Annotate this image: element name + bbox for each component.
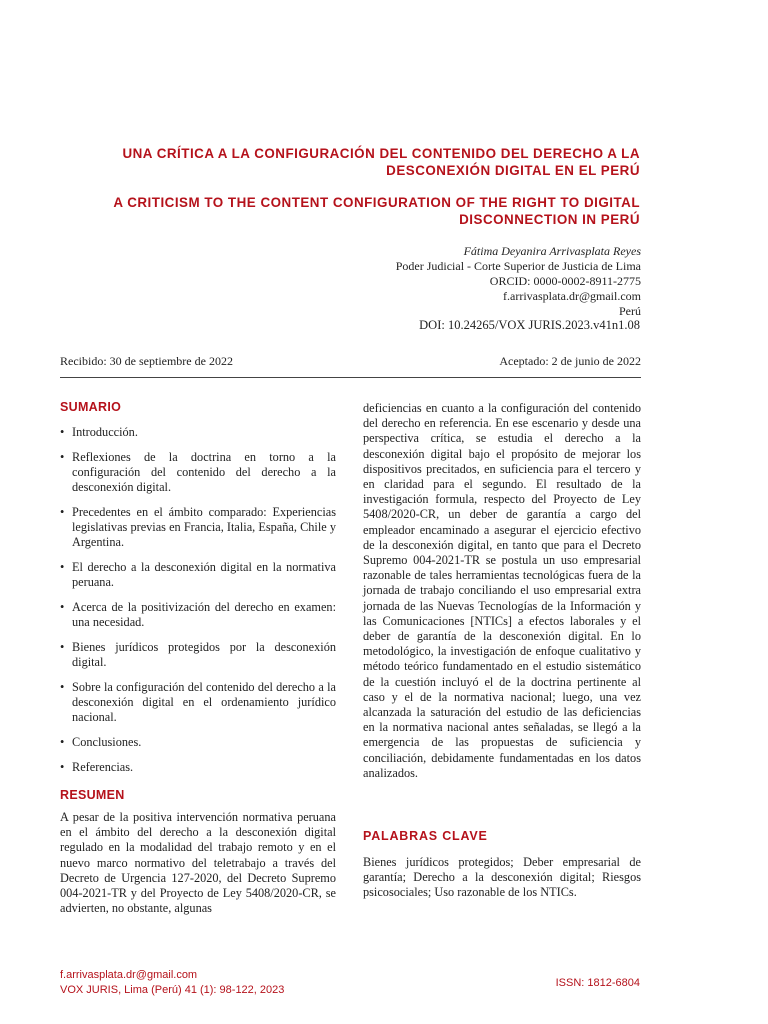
sumario-item: • Conclusiones. xyxy=(60,735,336,750)
author-orcid[interactable]: ORCID: 0000-0002-8911-2775 xyxy=(489,274,641,288)
article-title-english: A CRITICISM TO THE CONTENT CONFIGURATION OF THE RIGHT TO DIGITAL DISCONNECTION IN PERÚ xyxy=(113,195,640,227)
resumen-paragraph-start: A pesar de la positiva intervención normativa peruana en el ámbito del derecho a la desconexión digital regulado en la modalidad del trabajo remoto y en el nuevo marco normativo del teletrabajo a través del Decreto de Urgencia 127-2020, del Decreto Supremo 004-2021-TR y del Proyecto de Ley 5408/2020-CR, se advierten, no obstante, algunas xyxy=(60,810,336,916)
keywords-heading: PALABRAS CLAVE xyxy=(363,829,488,843)
header-divider xyxy=(60,377,641,378)
sumario-item: • Referencias. xyxy=(60,760,336,775)
footer-left xyxy=(60,968,284,998)
doi-link[interactable]: DOI: 10.24265/VOX JURIS.2023.v41n1.08 xyxy=(419,318,640,332)
sumario-list xyxy=(60,425,336,785)
footer-citation: VOX JURIS, Lima (Perú) 41 (1): 98-122, 2023 xyxy=(60,984,285,996)
resumen-heading: RESUMEN xyxy=(60,788,125,802)
author-country: Perú xyxy=(619,304,641,318)
sumario-item: • El derecho a la desconexión digital en la normativa peruana. xyxy=(60,560,336,590)
author-block xyxy=(396,244,641,319)
received-date: Recibido: 30 de septiembre de 2022 xyxy=(60,354,233,368)
author-name: Fátima Deyanira Arrivasplata Reyes xyxy=(463,244,641,258)
sumario-item: • Acerca de la positivización del derecho en examen: una necesidad. xyxy=(60,600,336,630)
accepted-date: Aceptado: 2 de junio de 2022 xyxy=(499,354,641,368)
sumario-item: • Reflexiones de la doctrina en torno a la configuración del contenido del derecho a la desconexión digital. xyxy=(60,450,336,495)
sumario-item: • Bienes jurídicos protegidos por la desconexión digital. xyxy=(60,640,336,670)
article-title-spanish: UNA CRÍTICA A LA CONFIGURACIÓN DEL CONTENIDO DEL DERECHO A LA DESCONEXIÓN DIGITAL EN EL PERÚ xyxy=(122,146,640,178)
sumario-heading: SUMARIO xyxy=(60,400,122,414)
keywords-text: Bienes jurídicos protegidos; Deber empresarial de garantía; Derecho a la desconexión digital; Riesgos psicosociales; Uso razonable de los NTICs. xyxy=(363,855,641,900)
sumario-item: • Sobre la configuración del contenido del derecho a la desconexión digital en el ordenamiento jurídico nacional. xyxy=(60,680,336,725)
resumen-paragraph-continued: deficiencias en cuanto a la configuración del contenido del derecho en referencia. En ese escenario y desde una perspectiva crítica, se estudia el derecho a la desconexión digital bajo el propósito de mejorar los dispositivos precitados, en suficiencia para el tercero y en claridad para el segundo. El resultado de la investigación formula, respecto del Proyecto de Ley 5408/2020-CR, un deber de garantía a cargo del empleador encaminado a asegurar el ejercicio efectivo de la desconexión digital, en tanto que para el Decreto Supremo 004-2021-TR se postula un uso empresarial razonable de tales herramientas tecnológicas fuera de la jornada de trabajo conciliando el uso empresarial extra jornada de las Nuevas Tecnologías de la Información y las Comunicaciones [NTICs] a efectos laborales y el deber de garantía de la desconexión digital. En lo metodológico, la investigación de enfoque cualitativo y método teórico fundamentado en el estudio sistemático de la cuestión incluyó el de la doctrina pertinente al caso y el de la normativa nacional; luego, una vez alcanzada la saturación del estudio de las deficiencias en la normativa nacional antes señaladas, se llegó a la emergencia de las propuestas de suficiencia y conciliación, debidamente fundamentadas en los datos analizados. xyxy=(363,401,641,780)
footer-issn: ISSN: 1812-6804 xyxy=(555,977,640,989)
sumario-item: • Precedentes en el ámbito comparado: Experiencias legislativas previas en Francia, Italia, España, Chile y Argentina. xyxy=(60,505,336,550)
footer-email[interactable]: f.arrivasplata.dr@gmail.com xyxy=(60,969,198,981)
author-email[interactable]: f.arrivasplata.dr@gmail.com xyxy=(503,289,641,303)
sumario-item: • Introducción. xyxy=(60,425,336,440)
author-affiliation: Poder Judicial - Corte Superior de Justicia de Lima xyxy=(395,259,641,273)
